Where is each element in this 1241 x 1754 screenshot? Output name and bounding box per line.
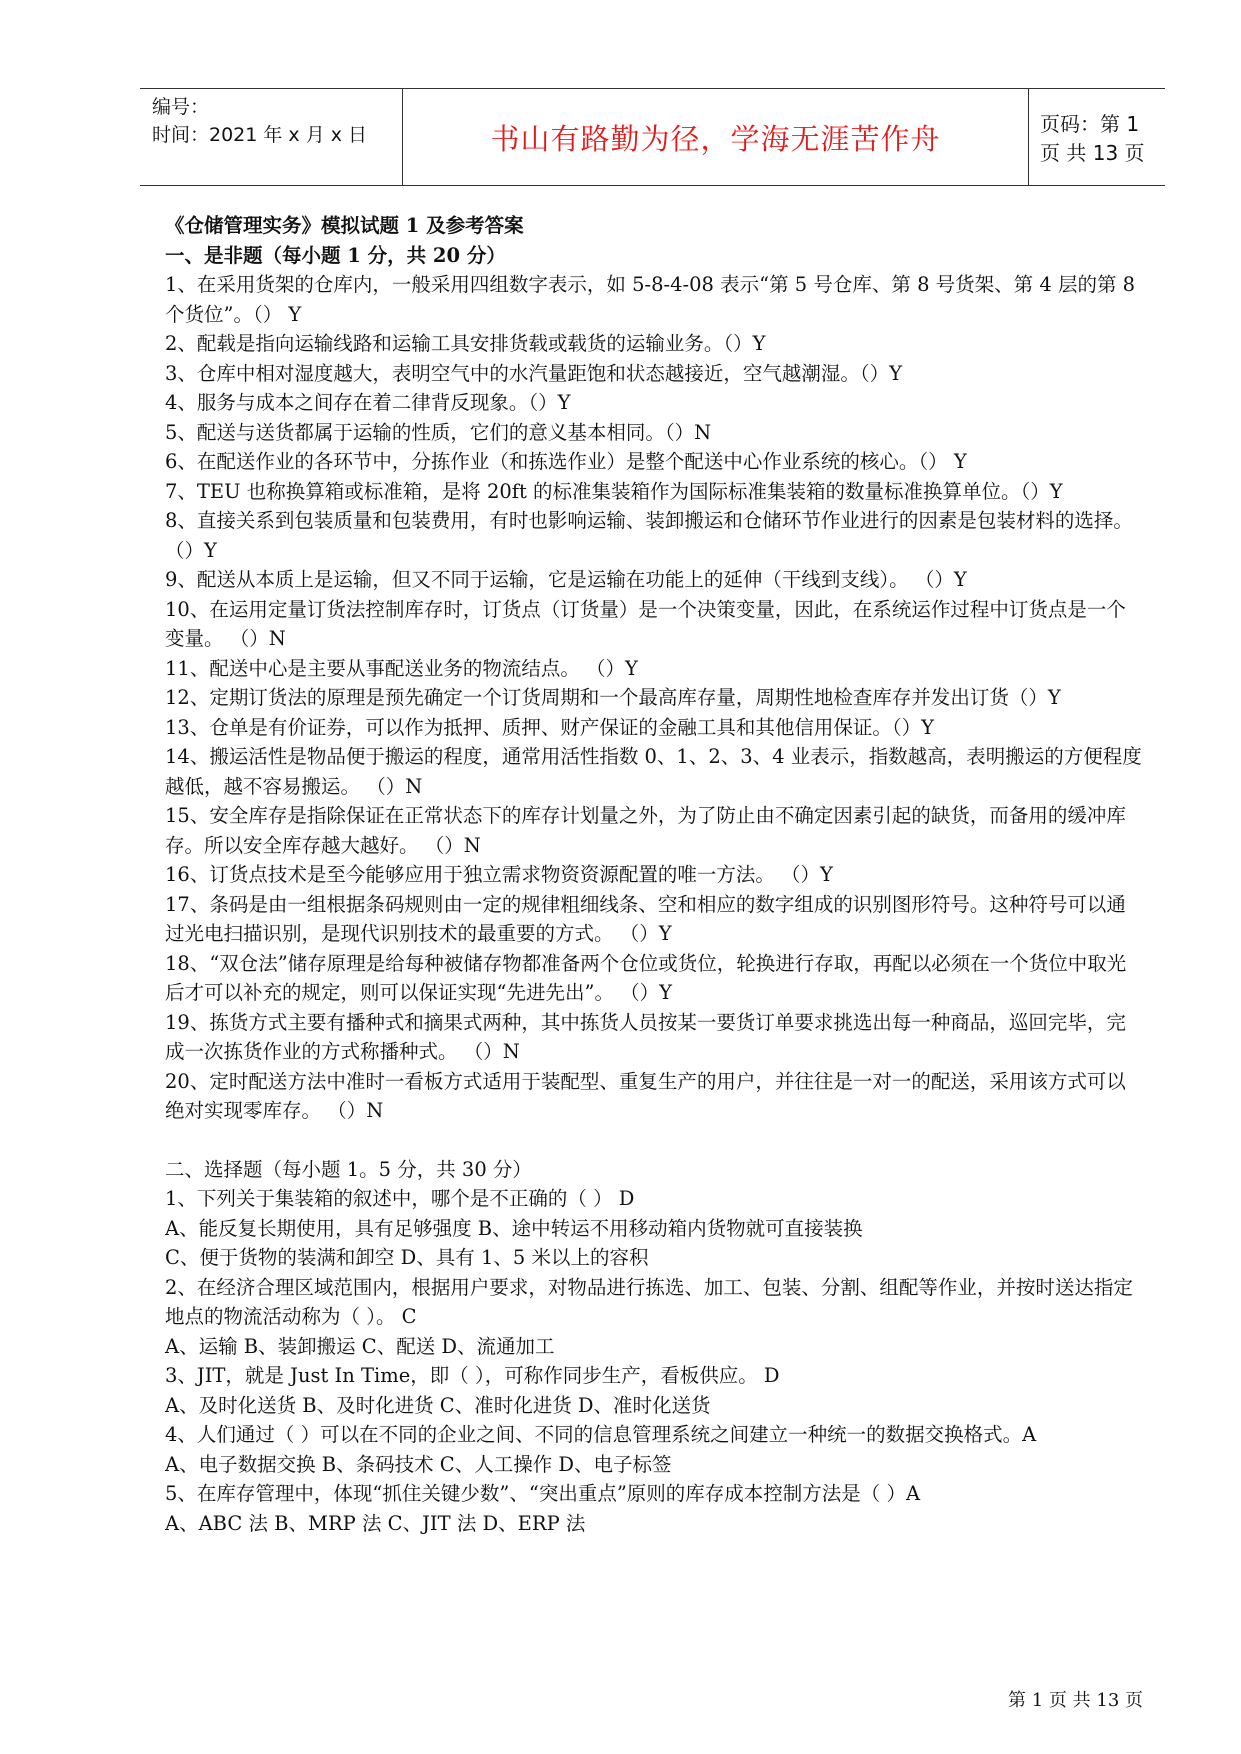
question-item: 5、在库存管理中，体现“抓住关键少数”、“突出重点”原则的库存成本控制方法是（ ）A xyxy=(165,1482,921,1505)
question-item: 5、配送与送货都属于运输的性质，它们的意义基本相同。（）N xyxy=(165,420,712,444)
question-item: 6、在配送作业的各环节中，分拣作业（和拣选作业）是整个配送中心作业系统的核心。（） Y xyxy=(165,450,967,473)
question-item: 4、服务与成本之间存在着二律背反现象。（）Y xyxy=(165,391,571,414)
option-line: A、及时化送货 B、及时化进货 C、准时化进货 D、准时化送货 xyxy=(165,1393,711,1417)
question-item: 11、配送中心是主要从事配送业务的物流结点。 （）Y xyxy=(165,656,638,680)
question-item: 17、条码是由一组根据条码规则由一定的规律粗细线条、空和相应的数字组成的识别图形符号。这种符号可以通过光电扫描识别，是现代识别技术的最重要的方式。 （）Y xyxy=(165,892,1126,945)
document-body xyxy=(165,211,1145,1538)
question-item: 9、配送从本质上是运输，但又不同于运输，它是运输在功能上的延伸（干线到支线）。 （）Y xyxy=(165,568,967,591)
question-item: 10、在运用定量订货法控制库存时，订货点（订货量）是一个决策变量，因此，在系统运作过程中订货点是一个变量。 （）N xyxy=(165,597,1126,650)
choice-questions xyxy=(165,1184,1145,1538)
header-page-info: 页码：第 1 页 共 13 页 xyxy=(1040,112,1145,165)
page-header xyxy=(140,88,1165,186)
section-heading: 一、是非题（每小题 1 分，共 20 分） xyxy=(165,243,506,267)
question-item: 1、下列关于集装箱的叙述中，哪个是不正确的（ ） D xyxy=(165,1187,635,1210)
option-line: A、能反复长期使用，具有足够强度 B、途中转运不用移动箱内货物就可直接装换 xyxy=(165,1216,863,1240)
header-divider xyxy=(1028,89,1029,185)
option-line: A、运输 B、装卸搬运 C、配送 D、流通加工 xyxy=(165,1334,555,1358)
question-item: 20、定时配送方法中准时一看板方式适用于装配型、重复生产的用户，并往往是一对一的配送，采用该方式可以绝对实现零库存。 （）N xyxy=(165,1069,1126,1122)
question-item: 3、仓库中相对湿度越大，表明空气中的水汽量距饱和状态越接近，空气越潮湿。（）Y xyxy=(165,361,903,385)
question-item: 3、JIT，就是 Just In Time，即（ ），可称作同步生产，看板供应。 D xyxy=(165,1364,780,1387)
question-item: 2、配载是指向运输线路和运输工具安排货载或载货的运输业务。（）Y xyxy=(165,332,766,355)
option-line: A、电子数据交换 B、条码技术 C、人工操作 D、电子标签 xyxy=(165,1452,672,1476)
option-line: A、ABC 法 B、MRP 法 C、JIT 法 D、ERP 法 xyxy=(165,1511,586,1535)
question-item: 16、订货点技术是至今能够应用于独立需求物资资源配置的唯一方法。 （）Y xyxy=(165,863,833,886)
document-title: 《仓储管理实务》模拟试题 1 及参考答案 xyxy=(165,214,524,237)
question-item: 2、在经济合理区域范围内，根据用户要求，对物品进行拣选、加工、包装、分割、组配等作业，并按时送达指定地点的物流活动称为（ ）。 C xyxy=(165,1275,1133,1328)
section-heading: 二、选择题（每小题 1。5 分，共 30 分） xyxy=(165,1157,532,1181)
question-item: 4、人们通过（ ）可以在不同的企业之间、不同的信息管理系统之间建立一种统一的数据交换格式。A xyxy=(165,1423,1037,1446)
page-footer: 第 1 页 共 13 页 xyxy=(1008,1690,1143,1711)
true-false-questions xyxy=(165,270,1145,1126)
question-item: 13、仓单是有价证券，可以作为抵押、质押、财产保证的金融工具和其他信用保证。（）Y xyxy=(165,715,934,739)
question-item: 19、拣货方式主要有播种式和摘果式两种，其中拣货人员按某一要货订单要求挑选出每一种商品，巡回完毕，完成一次拣货作业的方式称播种式。 （）N xyxy=(165,1010,1126,1063)
question-item: 8、直接关系到包装质量和包装费用，有时也影响运输、装卸搬运和仓储环节作业进行的因素是包装材料的选择。（）Y xyxy=(165,509,1133,562)
question-item: 7、TEU 也称换算箱或标准箱，是将 20ft 的标准集装箱作为国际标准集装箱的数量标准换算单位。（）Y xyxy=(165,479,1063,503)
header-motto: 书山有路勤为径，学海无涯苦作舟 xyxy=(490,121,941,156)
section-spacer xyxy=(165,1126,1145,1155)
question-item: 1、在采用货架的仓库内，一般采用四组数字表示，如 5-8-4-08 表示“第 5 号仓库、第 8 号货架、第 4 层的第 8 个货位”。（） Y xyxy=(165,273,1136,326)
question-item: 12、定期订货法的原理是预先确定一个订货周期和一个最高库存量，周期性地检查库存并发出订货（）Y xyxy=(165,686,1061,709)
doc-code-label: 编号： xyxy=(152,96,210,118)
question-item: 15、安全库存是指除保证在正常状态下的库存计划量之外，为了防止由不确定因素引起的缺货，而备用的缓冲库存。所以安全库存越大越好。 （）N xyxy=(165,804,1126,857)
question-item: 14、搬运活性是物品便于搬运的程度，通常用活性指数 0、1、2、3、4 业表示，指数越高，表明搬运的方便程度越低，越不容易搬运。 （）N xyxy=(165,745,1142,798)
option-line: C、便于货物的装满和卸空 D、具有 1、5 米以上的容积 xyxy=(165,1246,649,1269)
doc-time-label: 时间：2021 年 x 月 x 日 xyxy=(152,124,368,146)
question-item: 18、“双仓法”储存原理是给每种被储存物都准备两个仓位或货位，轮换进行存取，再配以必须在一个货位中取光后才可以补充的规定，则可以保证实现“先进先出”。 （）Y xyxy=(165,951,1127,1004)
header-meta xyxy=(152,93,412,149)
